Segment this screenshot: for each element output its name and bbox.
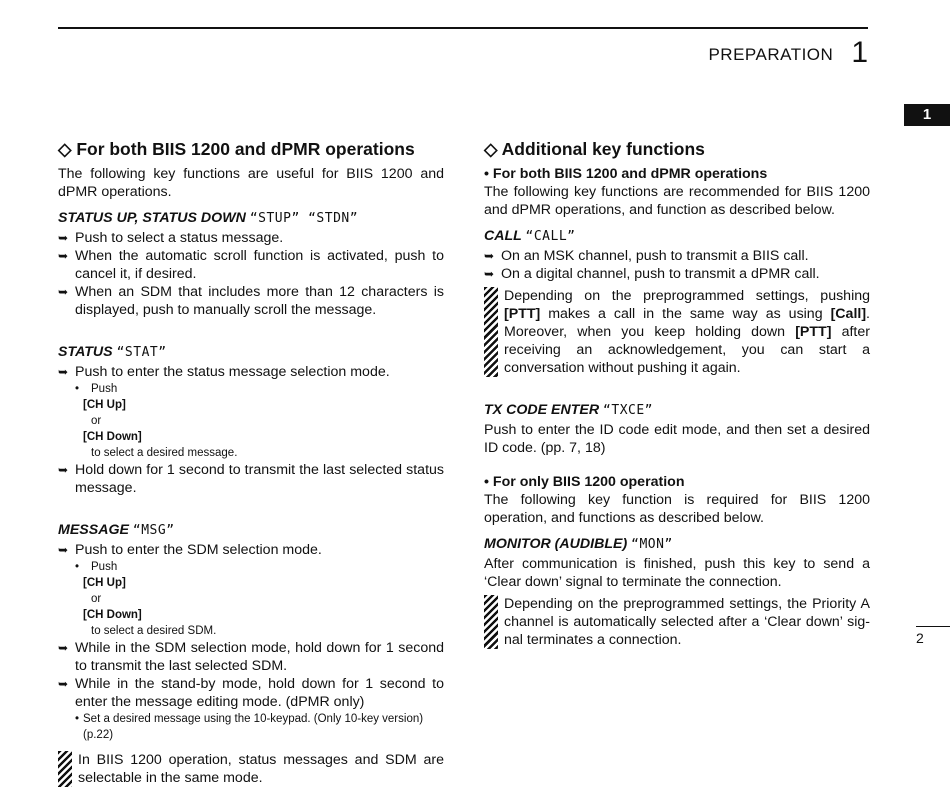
list-item: ➥ When an SDM that includes more than 12 characters is displayed, push to manually scroll the message.: [58, 283, 444, 319]
left-note-text: In BIIS 1200 operation, status messages and SDM are selectable in the same mode.: [78, 752, 444, 786]
call-label: CALL: [484, 228, 522, 244]
page-header: [708, 38, 868, 68]
list-item: ➥ Hold down for 1 second to transmit the last selected status message.: [58, 461, 444, 497]
message-key: [58, 521, 444, 540]
note-icon: [58, 751, 72, 787]
status-list: [58, 363, 444, 381]
status-key: [58, 343, 444, 362]
list-item: ➥ When the automatic scroll function is activated, push to cancel it, if desired.: [58, 247, 444, 283]
monitor-key: [484, 535, 870, 554]
monitor-note: [484, 595, 870, 649]
status-subnote: • Push [CH Up] or [CH Down] to select a desired message.: [58, 381, 444, 461]
message-label: MESSAGE: [58, 522, 129, 538]
monitor-note-text: Depending on the preprogrammed settings, the Priority A channel is automatically selected after a ‘Clear down’ sig-nal terminates a connection.: [504, 596, 870, 648]
list-item: ➥ While in the SDM selection mode, hold down for 1 second to transmit the last selected SDM.: [58, 639, 444, 675]
list-item: ➥ While in the stand-by mode, hold down for 1 second to enter the message editing mode. (dPMR only): [58, 675, 444, 711]
txcode-lcd: “TXCE”: [603, 403, 654, 418]
list-item: ➥ Push to enter the SDM selection mode.: [58, 541, 444, 559]
only-intro: The following key function is required for BIIS 1200 operation, and functions as described below.: [484, 492, 870, 526]
section-title: PREPARATION: [708, 45, 834, 64]
list-item: ➥ Push to select a status message.: [58, 229, 444, 247]
list-item: ➥ On a digital channel, push to transmit a dPMR call.: [484, 265, 870, 283]
list-item: ➥ On an MSK channel, push to transmit a BIIS call.: [484, 247, 870, 265]
page-number: 2: [916, 630, 924, 646]
txcode-text: Push to enter the ID code edit mode, and then set a desired ID code. (pp. 7, 18): [484, 422, 870, 456]
status-updown-key: [58, 209, 444, 228]
page-number-rule: [916, 626, 950, 627]
call-list: [484, 247, 870, 283]
message-subnote: • Push [CH Up] or [CH Down] to select a desired SDM.: [58, 559, 444, 639]
chapter-number: 1: [851, 36, 868, 69]
status-updown-lcd: “STUP” “STDN”: [249, 211, 359, 226]
left-intro: The following key functions are useful for BIIS 1200 and dPMR operations.: [58, 166, 444, 200]
both-head: • For both BIIS 1200 and dPMR operations: [484, 166, 768, 182]
status-label: STATUS: [58, 344, 113, 360]
status-updown-label: STATUS UP, STATUS DOWN: [58, 210, 246, 226]
message-subnote-2: • Set a desired message using the 10-keypad. (Only 10-key version) (p.22): [58, 711, 444, 743]
status-lcd: “STAT”: [116, 345, 167, 360]
monitor-lcd: “MON”: [631, 537, 673, 552]
call-key: [484, 227, 870, 246]
top-rule: [58, 27, 868, 29]
monitor-label: MONITOR (AUDIBLE): [484, 536, 628, 552]
status-updown-list: [58, 229, 444, 319]
chapter-tab: 1: [904, 104, 950, 126]
call-note-text: Depending on the preprogrammed settings, pushing [PTT] makes a call in the same way as using [Call]. Moreover, when you keep holding down [PTT] after receiving an acknowledgement, you can start a conversation without pushing it again.: [504, 288, 870, 376]
call-lcd: “CALL”: [525, 229, 576, 244]
note-icon: [484, 595, 498, 649]
monitor-text: After communication is finished, push this key to send a ‘Clear down’ signal to terminate the connection.: [484, 556, 870, 590]
list-item: ➥ Push to enter the status message selection mode.: [58, 363, 444, 381]
call-note: [484, 287, 870, 377]
left-column: [58, 138, 444, 787]
right-column: [484, 138, 870, 649]
right-heading: ◇ Additional key functions: [484, 139, 705, 159]
message-list: [58, 541, 444, 559]
txcode-key: [484, 401, 870, 420]
left-note: [58, 751, 444, 787]
only-head: • For only BIIS 1200 operation: [484, 474, 685, 490]
message-lcd: “MSG”: [132, 523, 175, 538]
txcode-label: TX CODE ENTER: [484, 402, 600, 418]
note-icon: [484, 287, 498, 377]
left-heading: ◇ For both BIIS 1200 and dPMR operations: [58, 139, 415, 159]
both-intro: The following key functions are recommended for BIIS 1200 and dPMR operations, and function as described below.: [484, 184, 870, 218]
